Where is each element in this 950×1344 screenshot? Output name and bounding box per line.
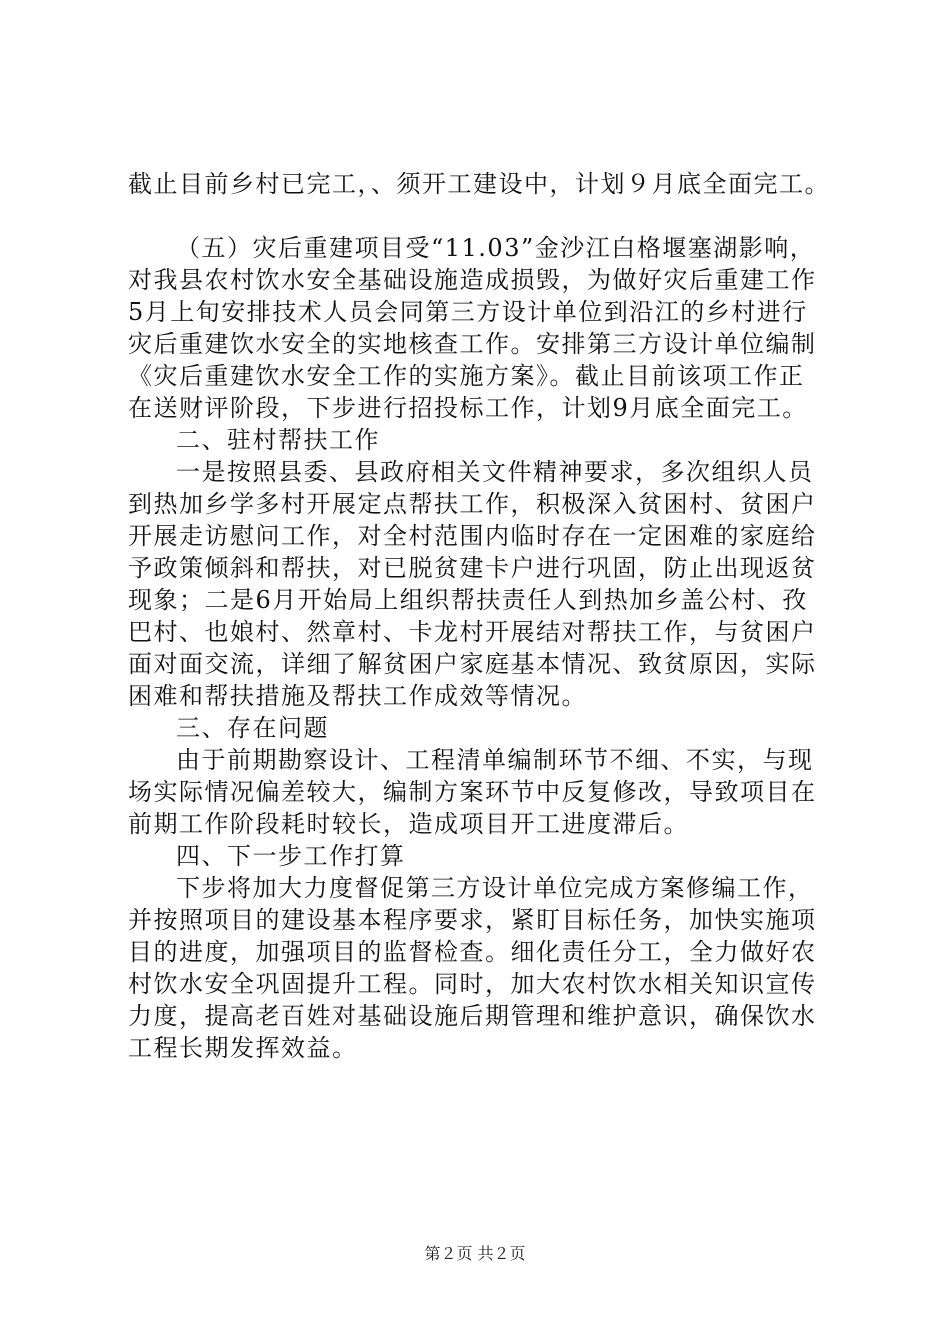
text-line: 困难和帮扶措施及帮扶工作成效等情况。 bbox=[128, 682, 587, 710]
text-line: 前期工作阶段耗时较长，造成项目开工进度滞后。 bbox=[128, 810, 689, 838]
text-line: 《灾后重建饮水安全工作的实施方案》。截止目前该项工作正 bbox=[128, 362, 805, 390]
text-line: 面对面交流，详细了解贫困户家庭基本情况、致贫原因，实际 bbox=[128, 650, 817, 678]
text-line: 予政策倾斜和帮扶，对已脱贫建卡户进行巩固，防止出现返贫 bbox=[128, 554, 817, 582]
text-line: 开展走访慰问工作，对全村范围内临时存在一定困难的家庭给 bbox=[128, 522, 817, 550]
text-line: 并按照项目的建设基本程序要求，紧盯目标任务，加快实施项 bbox=[128, 906, 817, 934]
text-line: 对我县农村饮水安全基础设施造成损毁，为做好灾后重建工作 bbox=[128, 266, 817, 294]
text-line: 现象；二是6月开始局上组织帮扶责任人到热加乡盖公村、孜 bbox=[128, 586, 808, 614]
text-line: （五）灾后重建项目受“11.03”金沙江白格堰塞湖影响， bbox=[176, 234, 816, 262]
text-line: 到热加乡学多村开展定点帮扶工作，积极深入贫困村、贫困户 bbox=[128, 490, 817, 518]
text-line: 5月上旬安排技术人员会同第三方设计单位到沿江的乡村进行 bbox=[128, 298, 808, 326]
page-number-footer: 第２页 共２页 bbox=[424, 1244, 526, 1263]
text-line: 由于前期勘察设计、工程清单编制环节不细、不实，与现 bbox=[176, 746, 814, 774]
section-heading: 三、存在问题 bbox=[176, 714, 329, 742]
text-line: 目的进度，加强项目的监督检查。细化责任分工，全力做好农 bbox=[128, 938, 817, 966]
text-line: 村饮水安全巩固提升工程。同时，加大农村饮水相关知识宣传 bbox=[128, 970, 817, 998]
text-line: 力度，提高老百姓对基础设施后期管理和维护意识，确保饮水 bbox=[128, 1002, 817, 1030]
text-line: 下步将加大力度督促第三方设计单位完成方案修编工作， bbox=[176, 874, 814, 902]
text-line: 场实际情况偏差较大，编制方案环节中反复修改，导致项目在 bbox=[128, 778, 817, 806]
text-line: 一是按照县委、县政府相关文件精神要求，多次组织人员 bbox=[176, 458, 814, 486]
text-line: 截止目前乡村已完工，、须开工建设中，计划９月底全面完工。 bbox=[128, 170, 830, 198]
text-line: 工程长期发挥效益。 bbox=[128, 1034, 358, 1062]
text-line: 灾后重建饮水安全的实地核查工作。安排第三方设计单位编制 bbox=[128, 330, 817, 358]
text-line: 在送财评阶段，下步进行招投标工作，计划9月底全面完工。 bbox=[128, 394, 808, 422]
section-heading: 二、驻村帮扶工作 bbox=[176, 426, 380, 454]
section-heading: 四、下一步工作打算 bbox=[176, 842, 406, 870]
text-line: 巴村、也娘村、然章村、卡龙村开展结对帮扶工作，与贫困户 bbox=[128, 618, 817, 646]
